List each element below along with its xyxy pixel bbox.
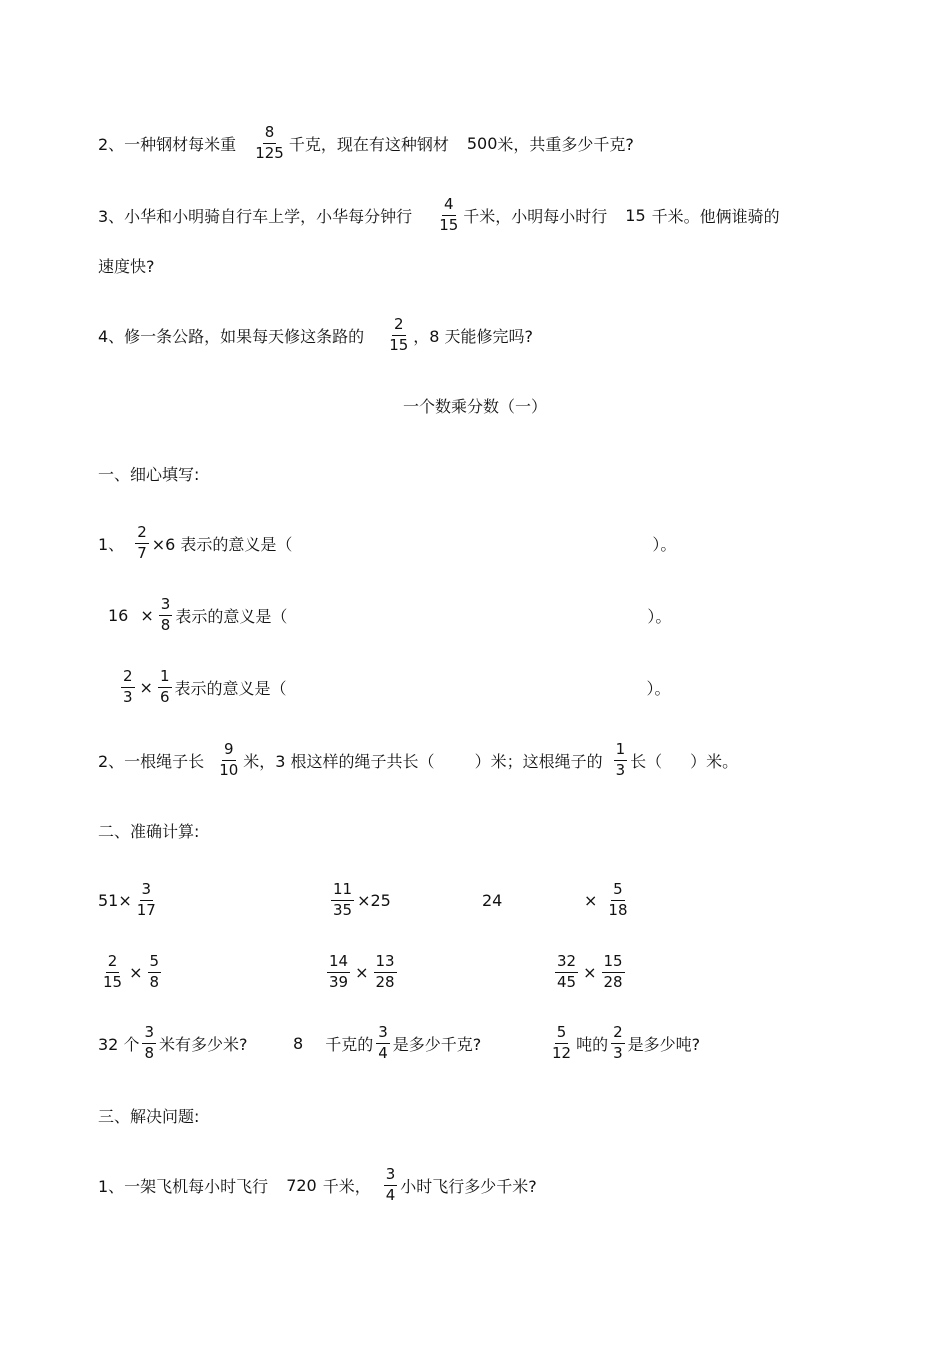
calc-expr: 吨的: [576, 1034, 609, 1054]
section-2-heading-text: 二、准确计算:: [98, 821, 200, 841]
times-sign: ×: [583, 962, 597, 982]
fraction: $\frac{5}{18}$: [608, 879, 628, 919]
fill-1c-close: ）。: [646, 678, 671, 698]
calc-expr: 米有多少米?: [159, 1034, 248, 1054]
fill-2-lead: 2、一根绳子长: [98, 751, 205, 771]
fraction: $\frac{8}{125}$: [255, 122, 284, 162]
fraction: $\frac{4}{15}$: [439, 194, 459, 234]
calc-expr: 24: [482, 890, 503, 910]
section-2-heading: [98, 805, 199, 855]
fraction: $\frac{3}{4}$: [385, 1164, 396, 1204]
fill-question-1b: [108, 590, 671, 640]
problem-2-tail: 千克，现在有这种钢材: [288, 134, 449, 154]
fill-1b-lead: 16: [108, 605, 129, 625]
calc-row-1-item-3: [482, 875, 502, 925]
calc-expr: ×25: [357, 890, 391, 910]
fraction: $\frac{2}{15}$: [389, 314, 409, 354]
fill-question-1c: [118, 662, 671, 712]
calc-expr: 是多少千克?: [392, 1034, 482, 1054]
fraction: $\frac{2}{7}$: [137, 522, 147, 562]
fill-1a-close: ）。: [652, 534, 677, 554]
calc-row-2-item-2: [324, 947, 400, 997]
solve-1-lead: 1、一架飞机每小时飞行: [98, 1176, 269, 1196]
problem-3-tail: 千米，小明每小时行: [463, 206, 608, 226]
problem-4-line: [98, 310, 533, 360]
fill-2-mid2: ）米；这根绳子的: [474, 751, 603, 771]
fill-2-end1: 长（: [630, 751, 663, 771]
times-sign: ×: [355, 962, 369, 982]
fraction: $\frac{9}{10}$: [219, 739, 239, 779]
problem-2-end: 米，共重多少千克?: [497, 134, 634, 154]
times-sign: ×: [129, 962, 143, 982]
fraction: $\frac{11}{35}$: [333, 879, 353, 919]
fraction: $\frac{2}{15}$: [103, 951, 123, 991]
fill-question-2: [98, 735, 738, 785]
fraction: $\frac{2}{3}$: [613, 1022, 623, 1062]
calc-expr: 51×: [98, 890, 132, 910]
page-title-text: 一个数乘分数（一）: [402, 396, 547, 416]
calc-row-3-item-1: [98, 1018, 248, 1068]
fraction: $\frac{3}{8}$: [144, 1022, 154, 1062]
calc-expr: 是多少吨?: [627, 1034, 701, 1054]
fill-1a-expr: ×6 表示的意义是（: [151, 534, 293, 554]
fraction: $\frac{3}{8}$: [160, 594, 171, 634]
fill-2-mid: 米，3 根这样的绳子共长（: [243, 751, 435, 771]
solve-1-end: 小时飞行多少千米?: [400, 1176, 537, 1196]
fraction: $\frac{14}{39}$: [329, 951, 349, 991]
calc-row-2-item-1: [98, 947, 164, 997]
problem-3-end: 千米。他俩谁骑的: [651, 206, 780, 226]
section-1-heading-text: 一、细心填写:: [98, 464, 200, 484]
fill-1c-text: 表示的意义是（: [174, 678, 287, 698]
problem-4-tail: ，8 天能修完吗?: [413, 326, 534, 346]
fill-1b-close: ）。: [647, 606, 672, 626]
fill-1b-text: 表示的意义是（: [175, 606, 288, 626]
page-title: [0, 380, 950, 430]
problem-2-qty: 500: [466, 133, 498, 153]
fraction: $\frac{2}{3}$: [123, 666, 133, 706]
section-3-heading-text: 三、解决问题:: [98, 1106, 200, 1126]
calc-row-1-item-1: [98, 875, 161, 925]
section-3-heading: [98, 1090, 199, 1140]
calc-expr: ×: [584, 890, 598, 910]
fill-2-end2: ）米。: [690, 751, 739, 771]
solve-question-1: [98, 1160, 537, 1210]
fill-1a-prefix: 1、: [98, 534, 125, 554]
solve-1-mid: 千米，: [322, 1176, 371, 1196]
calc-expr: 32 个: [98, 1034, 140, 1054]
calc-row-3-item-3: [547, 1018, 700, 1068]
calc-expr: 8: [293, 1033, 304, 1053]
times-sign: ×: [140, 605, 154, 625]
problem-3-line2: [98, 240, 155, 290]
problem-4-lead: 4、修一条公路，如果每天修这条路的: [98, 326, 365, 346]
fraction: $\frac{5}{12}$: [552, 1022, 572, 1062]
section-1-heading: [98, 448, 199, 498]
fraction: $\frac{3}{17}$: [136, 879, 156, 919]
fill-question-1a: [98, 518, 676, 568]
calc-row-1-item-4: [584, 875, 633, 925]
calc-row-3-item-2: [293, 1018, 481, 1068]
problem-2-line: [98, 118, 634, 168]
fraction: $\frac{5}{8}$: [149, 951, 160, 991]
calc-expr: 千克的: [325, 1034, 374, 1054]
fraction: $\frac{15}{28}$: [603, 951, 623, 991]
fraction: $\frac{1}{6}$: [159, 666, 170, 706]
fraction: $\frac{13}{28}$: [375, 951, 395, 991]
problem-3-line2-text: 速度快?: [98, 256, 155, 276]
solve-1-qty: 720: [286, 1175, 317, 1195]
fraction: $\frac{3}{4}$: [378, 1022, 388, 1062]
calc-row-2-item-3: [552, 947, 628, 997]
times-sign: ×: [139, 677, 153, 697]
problem-2-lead: 2、一种钢材每米重: [98, 134, 237, 154]
problem-3-line: [98, 190, 780, 240]
fraction: $\frac{1}{3}$: [615, 739, 626, 779]
calc-row-1-item-2: [328, 875, 391, 925]
fraction: $\frac{32}{45}$: [557, 951, 577, 991]
problem-3-lead: 3、小华和小明骑自行车上学，小华每分钟行: [98, 206, 413, 226]
problem-3-qty: 15: [625, 205, 646, 225]
